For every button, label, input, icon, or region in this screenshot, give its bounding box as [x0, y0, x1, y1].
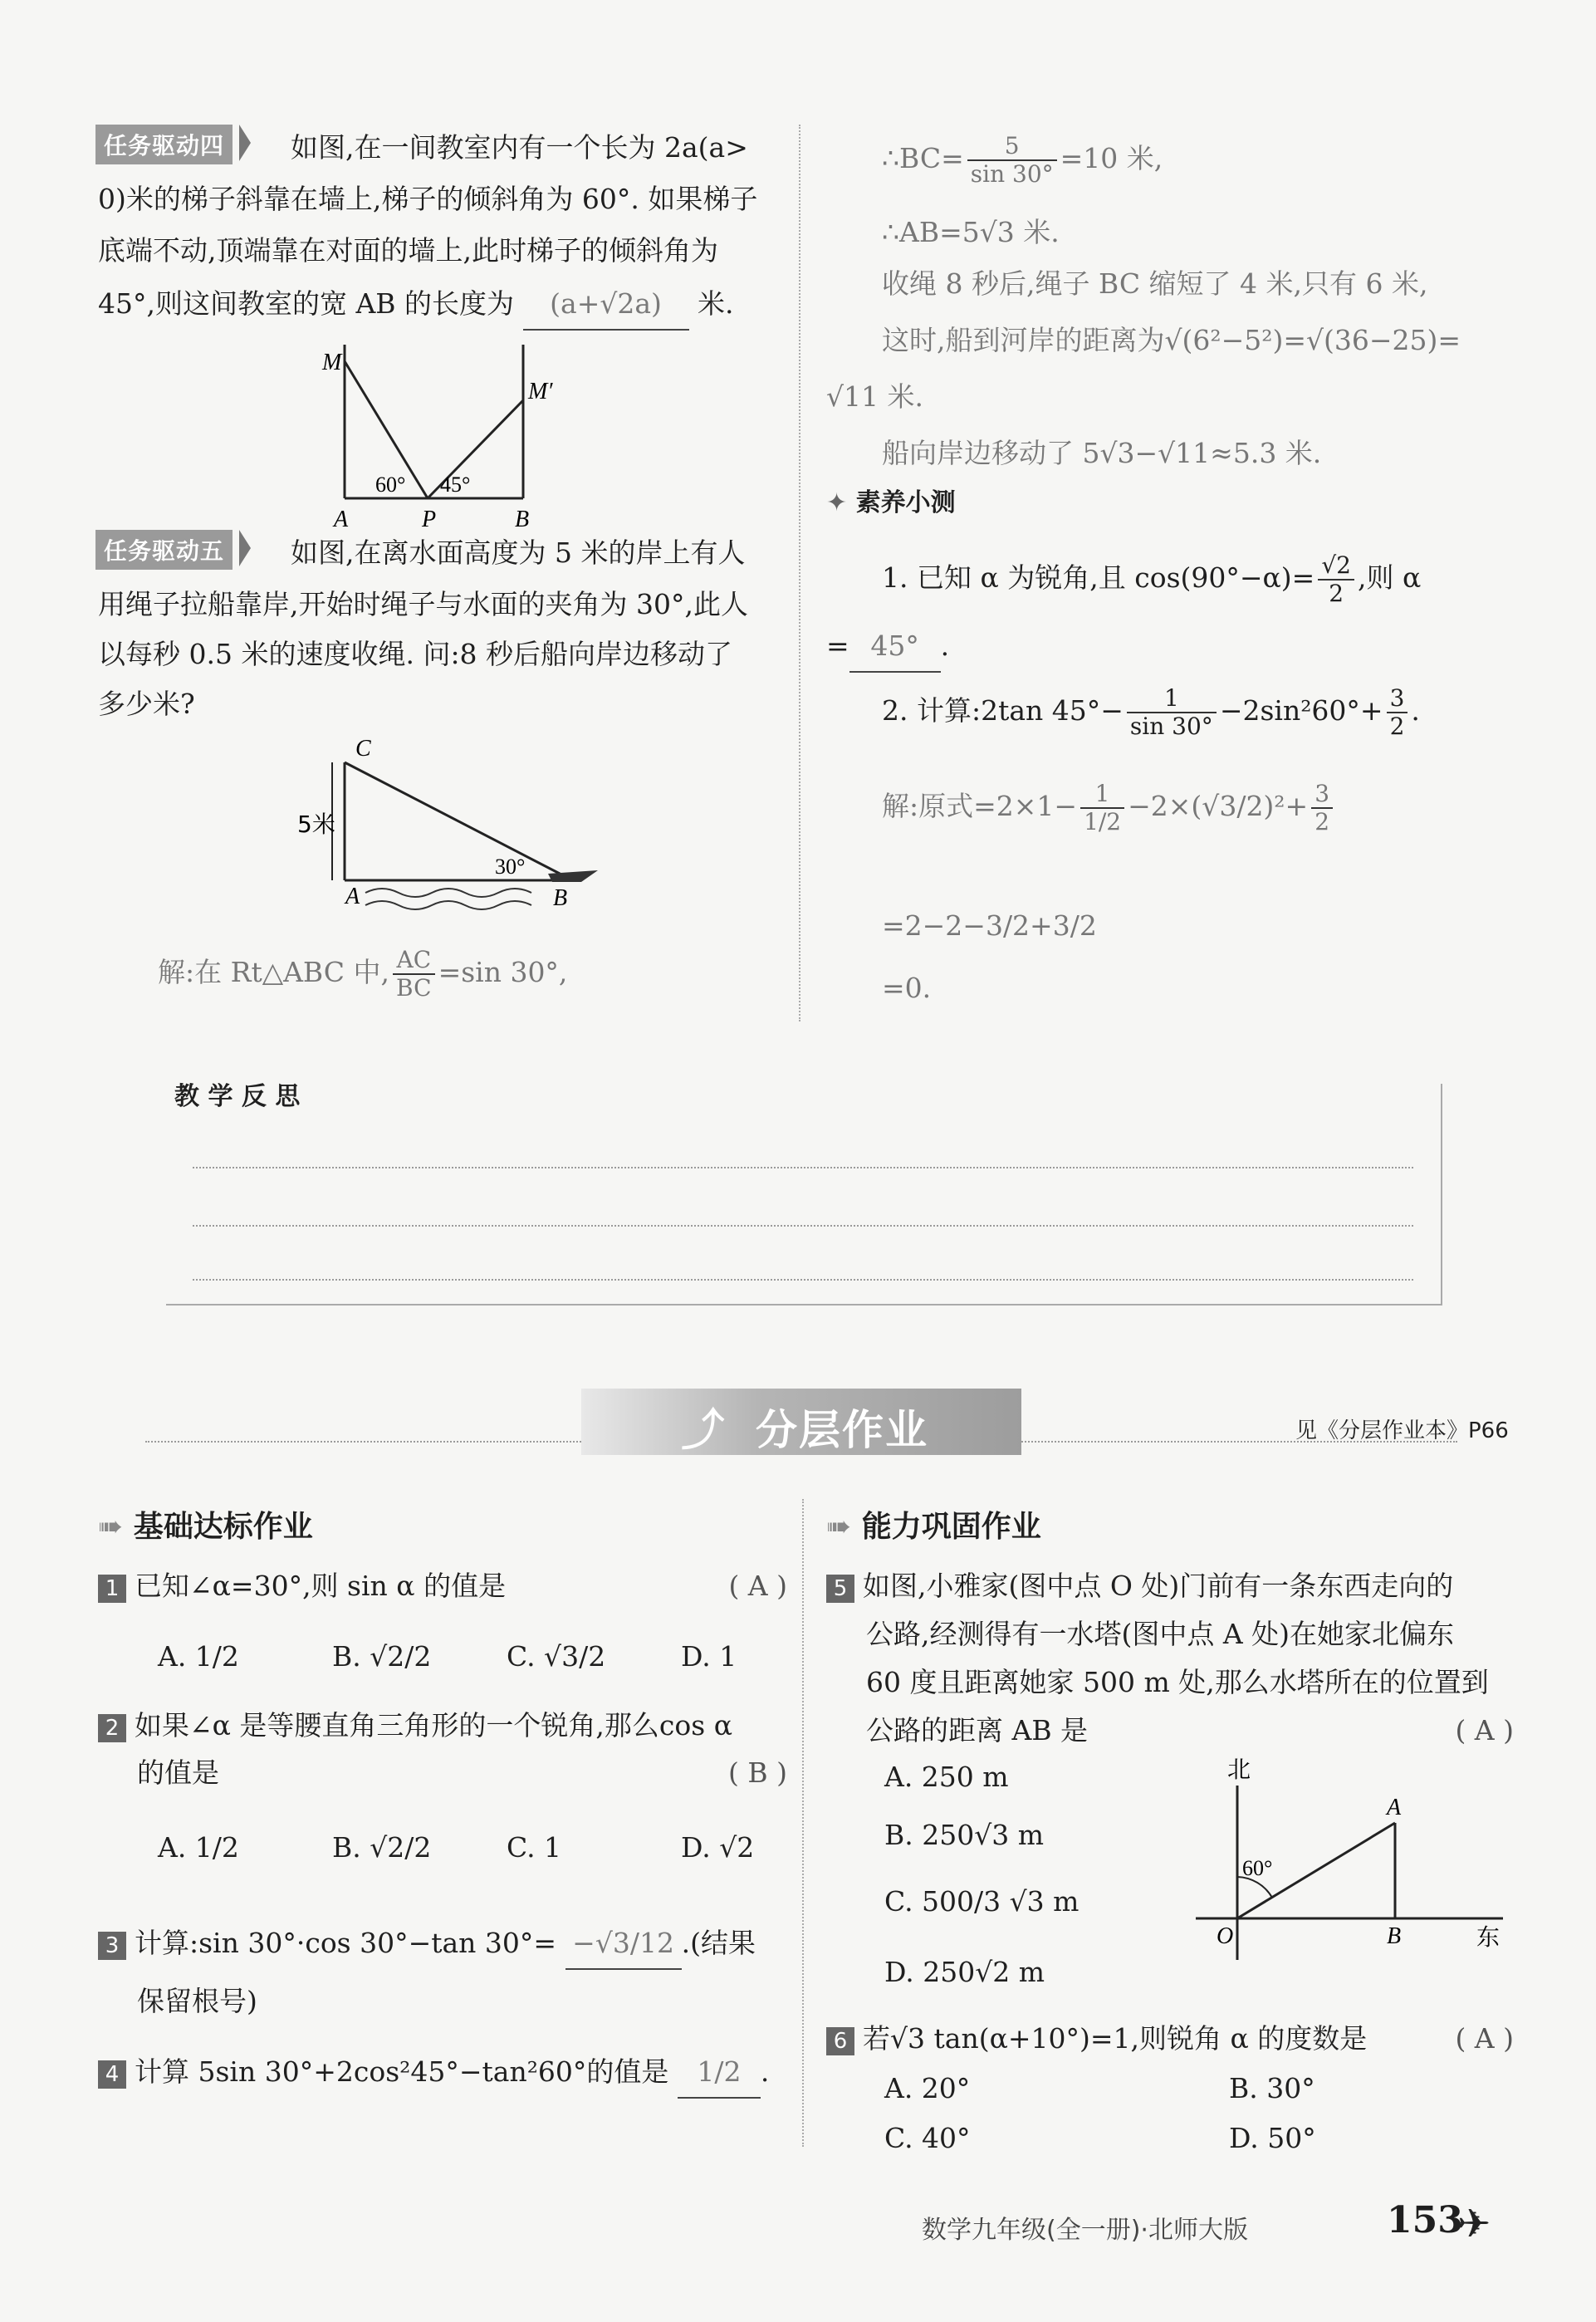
q1-line	[882, 552, 1421, 607]
page-number: 153	[1387, 2199, 1463, 2241]
task4-line4-end: 米.	[698, 287, 734, 320]
q1-end: ,则 α	[1358, 561, 1422, 594]
arrow-icon: ➠	[826, 1510, 852, 1544]
q1-answer: 45°	[849, 621, 941, 673]
label-P: P	[422, 507, 437, 532]
q-text: 若√3 tan(α+10°)=1,则锐角 α 的度数是	[863, 2022, 1368, 2055]
q4-answer: 1/2	[678, 2047, 761, 2099]
task5-line3: 以每秒 0.5 米的速度收绳. 问:8 秒后船向岸边移动了	[98, 638, 733, 670]
ability-title	[826, 1503, 1041, 1546]
ability-q6	[826, 2014, 1514, 2064]
basic-q1-opt-d: D. 1	[681, 1640, 737, 1673]
basic-title-text: 基础达标作业	[133, 1510, 313, 1544]
ability-q5-opt-d: D. 250√2 m	[884, 1956, 1045, 1988]
q-number: 3	[98, 1932, 126, 1960]
q1-eq: =	[826, 629, 849, 662]
q2-frac2	[1387, 685, 1408, 740]
task4-answer: (a+√2a)	[523, 279, 689, 331]
task5-sol-fraction	[393, 947, 435, 1002]
task4-line1: 如图,在一间教室内有一个长为 2a(a>	[291, 131, 748, 164]
q2-sol1-text: 解:原式=2×1−	[882, 790, 1078, 822]
ability-q5-l4	[866, 1706, 1514, 1756]
q2-den1: sin 30°	[1129, 713, 1213, 740]
basic-q1-opt-a: A. 1/2	[158, 1640, 239, 1673]
sparkle-icon: ✦	[826, 488, 848, 517]
basic-q1-opt-b: B. √2/2	[332, 1640, 432, 1673]
banner-icon: ⤴	[681, 1406, 727, 1456]
basic-title	[98, 1503, 313, 1546]
q2-sol1-num2: 3	[1311, 781, 1333, 809]
q-number: 1	[98, 1575, 126, 1603]
q-text2: .	[760, 2055, 770, 2088]
rs-l1-den: sin 30°	[970, 160, 1054, 188]
task4-tag: 任务驱动四	[95, 125, 233, 164]
q3-answer: −√3/12	[565, 1918, 682, 1970]
q2-num1: 1	[1127, 685, 1217, 713]
ability-title-text: 能力巩固作业	[861, 1510, 1041, 1544]
ability-q5-opt-a: A. 250 m	[884, 1761, 1009, 1793]
label-C: C	[355, 736, 371, 762]
column-divider-bottom	[802, 1499, 804, 2147]
q-text: 如果∠α 是等腰直角三角形的一个锐角,那么cos α	[135, 1709, 732, 1742]
q-text4: 公路的距离 AB 是	[866, 1714, 1089, 1746]
q-answer: ( A )	[728, 1570, 787, 1602]
label-B5: B	[553, 885, 568, 911]
reflection-box	[166, 1084, 1442, 1306]
label-B: B	[515, 507, 530, 532]
angle-45: 45°	[440, 473, 471, 497]
homework-banner	[581, 1389, 1021, 1455]
right-sol-line6: 船向岸边移动了 5√3−√11≈5.3 米.	[882, 437, 1322, 469]
ability-q5-opt-b: B. 250√3 m	[884, 1819, 1045, 1851]
q-answer: ( B )	[728, 1756, 787, 1789]
q2-text: 2. 计算:2tan 45°−	[882, 694, 1124, 727]
label-M-prime: M′	[528, 379, 553, 404]
right-sol-line1	[882, 133, 1163, 188]
q2-sol1-den2: 2	[1314, 808, 1330, 835]
task4-line4	[98, 279, 734, 331]
arrow-icon: ➠	[98, 1510, 124, 1544]
right-sol-line4: 这时,船到河岸的距离为√(6²−5²)=√(36−25)=	[882, 324, 1461, 356]
q2-den2: 2	[1389, 713, 1405, 740]
q-number: 6	[826, 2027, 854, 2055]
right-sol-line5: √11 米.	[826, 380, 923, 413]
q2-sol1-den: 1/2	[1084, 808, 1122, 835]
task5-sol-text: 解:在 Rt△ABC 中,	[158, 956, 390, 988]
q-text: 如图,小雅家(图中点 O 处)门前有一条东西走向的	[863, 1570, 1454, 1602]
ability-q6-opt-c: C. 40°	[884, 2122, 971, 2154]
q2-sol1-frac	[1080, 781, 1124, 835]
angle-60: 60°	[375, 473, 406, 497]
ability-q5-opt-c: C. 500/3 √3 m	[884, 1885, 1080, 1918]
q2-sol1-frac2	[1311, 781, 1333, 835]
label-B6: B	[1387, 1923, 1402, 1949]
task5-line2: 用绳子拉船靠岸,开始时绳子与水面的夹角为 30°,此人	[98, 588, 748, 620]
right-sol-line2: ∴AB=5√3 米.	[882, 216, 1060, 248]
task5-line4: 多少米?	[98, 688, 195, 720]
task5-sol-end: =sin 30°,	[438, 956, 568, 988]
rs-l1a: ∴BC=	[882, 142, 964, 174]
ability-q6-opt-b: B. 30°	[1229, 2072, 1315, 2104]
ability-q5-l2: 公路,经测得有一水塔(图中点 A 处)在她家北偏东	[866, 1618, 1455, 1650]
task4-line2: 0)米的梯子斜靠在墙上,梯子的倾斜角为 60°. 如果梯子	[98, 183, 758, 215]
banner-title: 分层作业	[756, 1406, 928, 1454]
column-divider	[799, 125, 800, 1021]
label-north: 北	[1227, 1756, 1251, 1783]
basic-q2-opt-d: D. √2	[681, 1831, 755, 1864]
task4-line3: 底端不动,顶端靠在对面的墙上,此时梯子的倾斜角为	[98, 234, 718, 267]
label-A5: A	[345, 884, 360, 909]
q2-line	[882, 685, 1420, 740]
q2-end: .	[1411, 694, 1420, 727]
basic-q2-line2	[137, 1748, 787, 1798]
basic-q4	[98, 2047, 769, 2099]
rs-l1-num: 5	[967, 133, 1057, 161]
q2-num2: 3	[1387, 685, 1408, 713]
ability-q5-l1	[826, 1561, 1453, 1611]
angle-60-q5: 60°	[1242, 1856, 1273, 1880]
task4-figure	[316, 332, 581, 532]
task5-solution	[158, 947, 567, 1002]
ability-q6-opt-a: A. 20°	[884, 2072, 971, 2104]
q-number: 4	[98, 2060, 126, 2089]
q-answer: ( A )	[1455, 2022, 1514, 2055]
q-number: 5	[826, 1575, 854, 1603]
homework-ref: 见《分层作业本》P66	[1295, 1418, 1509, 1443]
angle-30: 30°	[495, 855, 526, 879]
q5-figure	[1179, 1752, 1511, 1968]
q2-mid: −2sin²60°+	[1219, 694, 1383, 727]
basic-q3	[98, 1918, 756, 1970]
task4-line4-text: 45°,则这间教室的宽 AB 的长度为	[98, 287, 515, 320]
q2-sol1-num: 1	[1080, 781, 1124, 809]
label-east: 东	[1476, 1923, 1501, 1951]
label-A6: A	[1387, 1795, 1402, 1820]
q1-answer-line	[826, 621, 949, 673]
basic-q3-line2: 保留根号)	[137, 1985, 257, 2017]
q2-sol3: =0.	[882, 972, 932, 1004]
q1-frac	[1318, 552, 1354, 607]
basic-q2	[98, 1701, 787, 1751]
ability-q5-l3: 60 度且距离她家 500 m 处,那么水塔所在的位置到	[866, 1666, 1489, 1698]
right-sol-line3: 收绳 8 秒后,绳子 BC 缩短了 4 米,只有 6 米,	[882, 267, 1428, 300]
label-M: M	[322, 350, 342, 375]
q-text: 计算 5sin 30°+2cos²45°−tan²60°的值是	[135, 2055, 669, 2088]
basic-q1-opt-c: C. √3/2	[507, 1640, 606, 1673]
reflection-line-2	[193, 1225, 1413, 1227]
q-text: 已知∠α=30°,则 sin α 的值是	[135, 1570, 507, 1602]
q-text: 计算:sin 30°·cos 30°−tan 30°=	[135, 1927, 557, 1959]
footer-book: 数学九年级(全一册)·北师大版	[922, 2216, 1248, 2245]
q2-sol1-mid: −2×(√3/2)²+	[1128, 790, 1309, 822]
basic-q2-opt-c: C. 1	[507, 1831, 562, 1864]
q-text2: 的值是	[137, 1756, 219, 1789]
rs-l1-frac	[967, 133, 1057, 188]
q1-dot: .	[940, 629, 950, 662]
reflection-title: 教 学 反 思	[174, 1075, 308, 1112]
label-height: 5米	[297, 811, 335, 838]
q2-sol2: =2−2−3/2+3/2	[882, 909, 1097, 942]
task5-figure	[299, 731, 614, 922]
frac-den: BC	[396, 974, 432, 1002]
q-number: 2	[98, 1714, 126, 1742]
rs-l1b: =10 米,	[1060, 142, 1163, 174]
task5-line1: 如图,在离水面高度为 5 米的岸上有人	[291, 536, 746, 569]
basic-q2-opt-b: B. √2/2	[332, 1831, 432, 1864]
suyang-title	[826, 482, 956, 518]
bird-icon: ✈	[1457, 2201, 1491, 2247]
task5-tag: 任务驱动五	[95, 530, 233, 570]
label-A: A	[334, 507, 349, 532]
suyang-title-text: 素养小测	[855, 488, 956, 517]
q-text2: .(结果	[681, 1927, 756, 1959]
reflection-line-3	[193, 1279, 1413, 1281]
q1-text: 1. 已知 α 为锐角,且 cos(90°−α)=	[882, 561, 1315, 594]
reflection-line-1	[193, 1167, 1413, 1168]
frac-num: AC	[393, 947, 435, 975]
basic-q1	[98, 1561, 787, 1611]
q1-den: 2	[1329, 580, 1344, 607]
q-answer: ( A )	[1455, 1714, 1514, 1746]
q2-frac1	[1127, 685, 1217, 740]
ability-q6-opt-d: D. 50°	[1229, 2122, 1316, 2154]
q2-sol1	[882, 781, 1336, 835]
q1-num: √2	[1318, 552, 1354, 580]
label-O: O	[1217, 1923, 1234, 1949]
basic-q2-opt-a: A. 1/2	[158, 1831, 239, 1864]
